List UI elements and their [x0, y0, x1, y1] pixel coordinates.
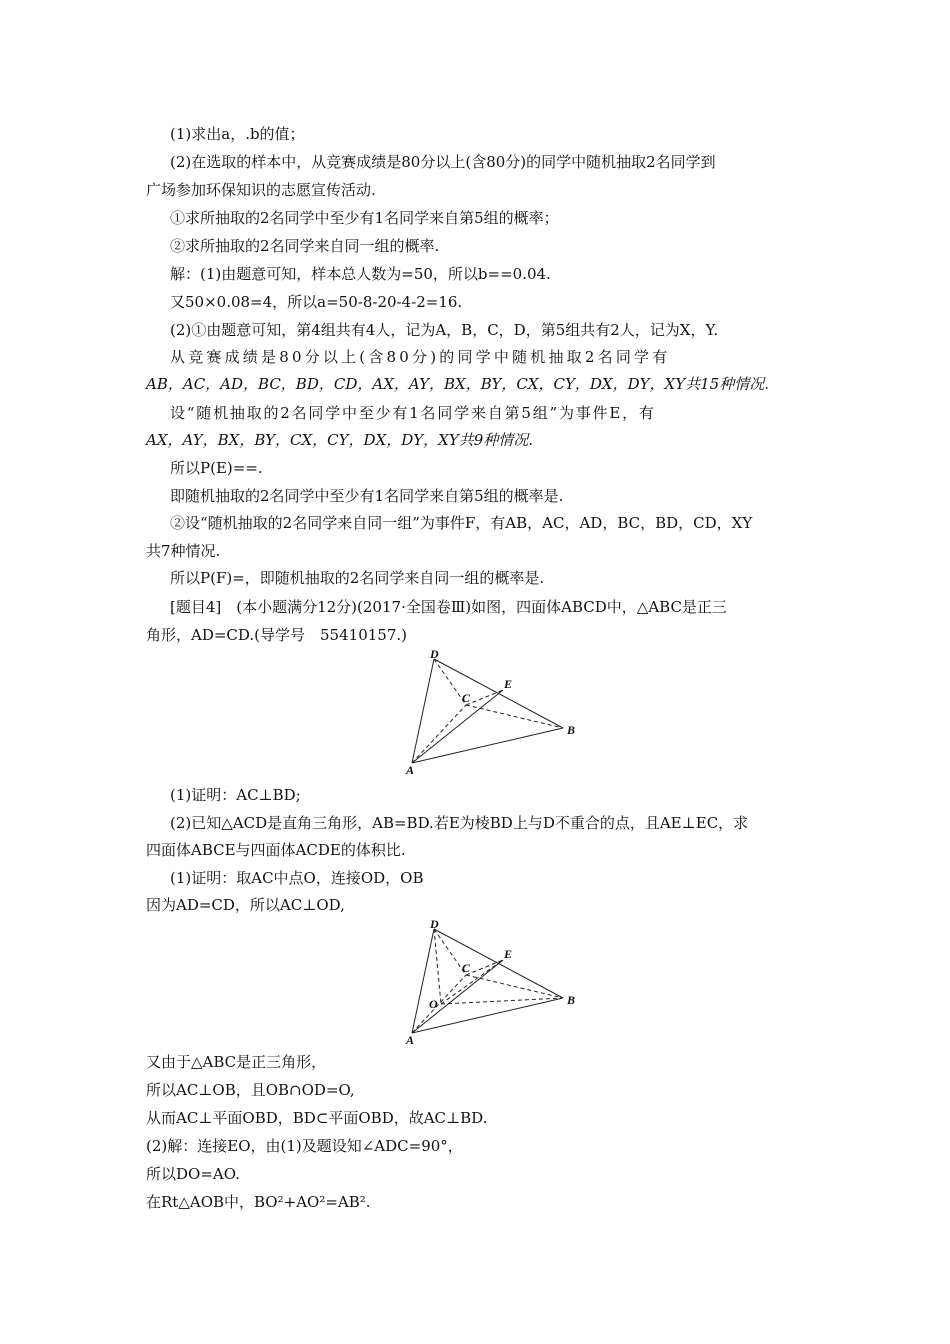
solution-line: 又50×0.08=4，所以a=50-8-20-4-2=16.: [170, 293, 463, 311]
problem-4-part-1: (1)证明：AC⊥BD;: [170, 786, 301, 804]
vertex-label-o: O: [429, 997, 438, 1011]
solution-line: AB，AC，AD，BC，BD，CD，AX，AY，BX，BY，CX，CY，DX，DY，XY共15种情况.: [146, 375, 769, 393]
tetrahedron-figure-1: [400, 648, 590, 778]
vertex-label-a: A: [406, 763, 415, 777]
solution-line: (2)①由题意可知，第4组共有4人，记为A，B，C，D，第5组共有2人，记为X，Y.: [170, 321, 719, 339]
solution-line: AX，AY，BX，BY，CX，CY，DX，DY，XY共9种情况.: [146, 431, 534, 449]
proof-line: (1)证明：取AC中点O，连接OD，OB: [170, 869, 424, 887]
solution-line: 从竞赛成绩是80分以上(含80分)的同学中随机抽取2名同学有: [170, 348, 671, 366]
proof-line: 从而AC⊥平面OBD，BD⊂平面OBD，故AC⊥BD.: [146, 1109, 488, 1127]
proof-line: 因为AD=CD，所以AC⊥OD,: [146, 896, 345, 914]
vertex-label-e: E: [504, 947, 513, 961]
solution-line: 共7种情况.: [146, 542, 221, 560]
problem-4-part-2: (2)已知△ACD是直角三角形，AB=BD.若E为棱BD上与D不重合的点，且AE⊥EC，求: [170, 814, 749, 832]
solution-line: 解：(1)由题意可知，样本总人数为=50，所以b==0.04.: [170, 265, 551, 283]
question-sub-2: ②求所抽取的2名同学来自同一组的概率.: [170, 237, 440, 255]
solution-line: ②设“随机抽取的2名同学来自同一组”为事件F，有AB，AC，AD，BC，BD，CD，XY: [170, 514, 753, 532]
vertex-label-a: A: [406, 1033, 415, 1047]
vertex-label-c: C: [462, 691, 471, 705]
vertex-label-d: D: [430, 918, 439, 931]
tetrahedron-figure-2: [400, 918, 590, 1048]
question-part-1: (1)求出a，.b的值；: [170, 125, 305, 143]
solution-line: 所以P(F)=，即随机抽取的2名同学来自同一组的概率是.: [170, 569, 545, 587]
vertex-label-b: B: [567, 993, 576, 1007]
proof-line: 所以DO=AO.: [146, 1165, 240, 1183]
problem-4-title: [题目4] (本小题满分12分)(2017·全国卷Ⅲ)如图，四面体ABCD中，△ABC是正三: [170, 598, 727, 616]
solution-line: 设“随机抽取的2名同学中至少有1名同学来自第5组”为事件E，有: [170, 404, 656, 422]
vertex-label-c: C: [462, 961, 471, 975]
proof-line: 所以AC⊥OB，且OB∩OD=O,: [146, 1081, 355, 1099]
proof-line: 在Rt△AOB中，BO²+AO²=AB².: [146, 1193, 371, 1211]
question-sub-1: ①求所抽取的2名同学中至少有1名同学来自第5组的概率；: [170, 209, 559, 227]
vertex-label-b: B: [567, 723, 576, 737]
proof-line: (2)解：连接EO，由(1)及题设知∠ADC=90°，: [146, 1137, 463, 1155]
problem-4-title-cont: 角形，AD=CD.(导学号 55410157.): [146, 626, 407, 644]
vertex-label-e: E: [504, 677, 513, 691]
vertex-label-d: D: [430, 648, 439, 661]
problem-4-part-2-cont: 四面体ABCE与四面体ACDE的体积比.: [146, 841, 406, 859]
question-part-2-cont: 广场参加环保知识的志愿宣传活动.: [146, 181, 376, 199]
solution-line: 即随机抽取的2名同学中至少有1名同学来自第5组的概率是.: [170, 487, 564, 505]
proof-line: 又由于△ABC是正三角形，: [146, 1053, 327, 1071]
solution-line: 所以P(E)==.: [170, 459, 263, 477]
question-part-2: (2)在选取的样本中，从竞赛成绩是80分以上(含80分)的同学中随机抽取2名同学到: [170, 153, 716, 171]
